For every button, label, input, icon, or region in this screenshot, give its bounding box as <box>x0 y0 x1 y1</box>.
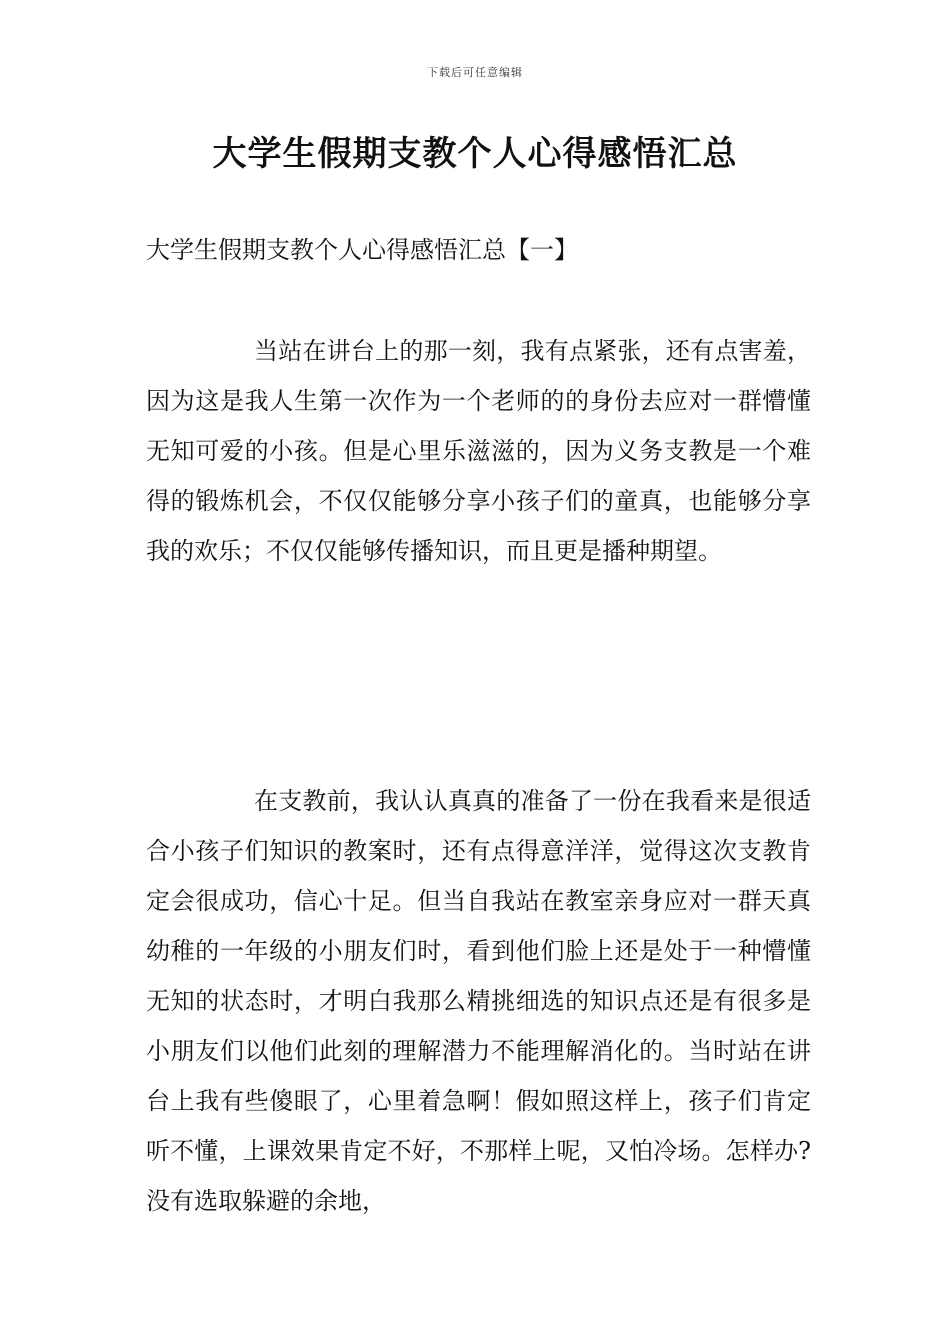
header-note: 下载后可任意编辑 <box>427 66 523 79</box>
body-paragraph-2: 在支教前，我认认真真的准备了一份在我看来是很适合小孩子们知识的教案时，还有点得意洋洋，觉得这次支教肯定会很成功，信心十足。但当自我站在教室亲身应对一群天真幼稚的一年级的小朋友们时，看到他们脸上还是处于一种懵懂无知的状态时，才明白我那么精挑细选的知识点还是有很多是小朋友们以他们此刻的理解潜力不能理解消化的。当时站在讲台上我有些傻眼了，心里着急啊！假如照这样上，孩子们肯定听不懂，上课效果肯定不好，不那样上呢，又怕冷场。怎样办?没有选取躲避的余地， <box>146 787 811 1215</box>
section-heading: 大学生假期支教个人心得感悟汇总【一】 <box>146 236 578 264</box>
document-title: 大学生假期支教个人心得感悟汇总 <box>212 134 738 174</box>
body-paragraph-1: 当站在讲台上的那一刻，我有点紧张，还有点害羞，因为这是我人生第一次作为一个老师的的身份去应对一群懵懂无知可爱的小孩。但是心里乐滋滋的，因为义务支教是一个难得的锻炼机会，不仅仅能够分享小孩子们的童真，也能够分享我的欢乐；不仅仅能够传播知识，而且更是播种期望。 <box>146 337 811 565</box>
